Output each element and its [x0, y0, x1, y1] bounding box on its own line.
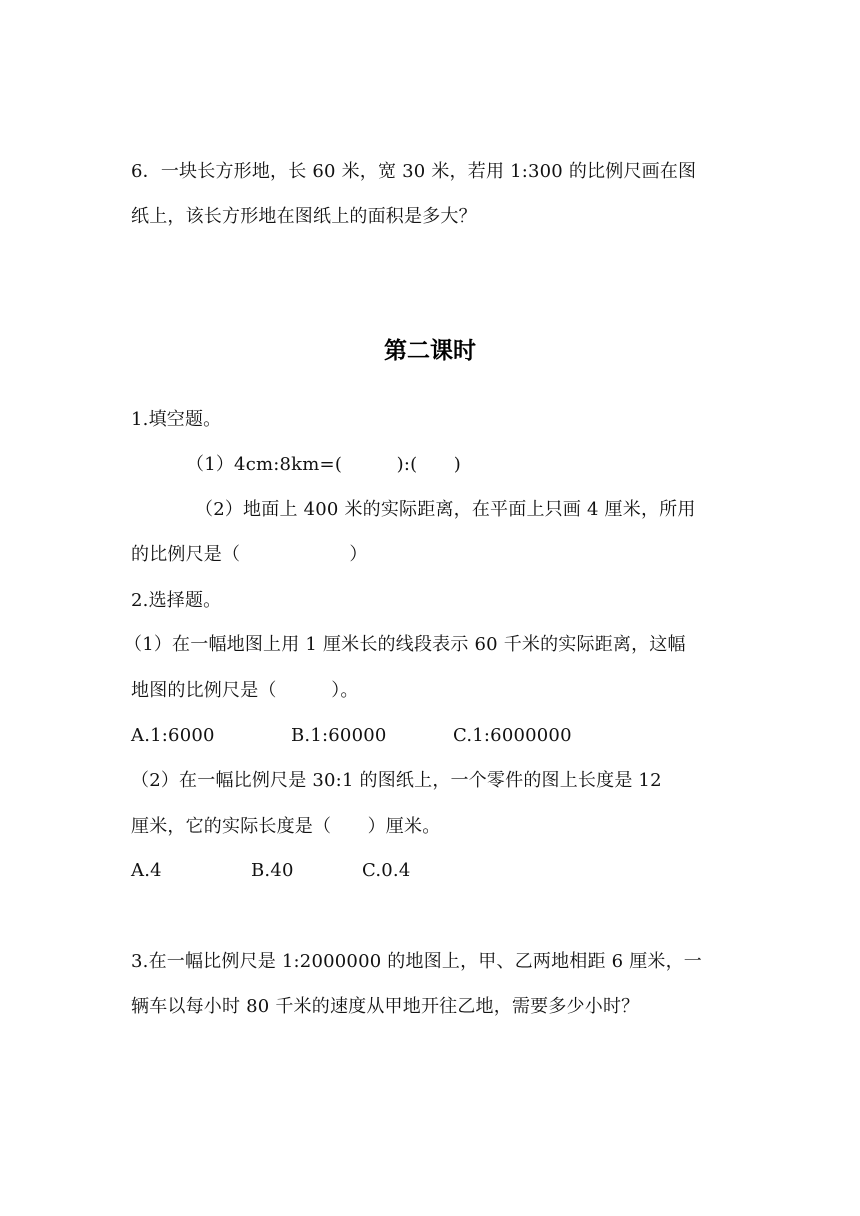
choice-item-2-option-a: A.4 — [131, 860, 162, 881]
section-title: 第二课时 — [384, 338, 476, 364]
choice-item-1-option-b: B.1:60000 — [291, 725, 387, 746]
choice-item-2-option-c: C.0.4 — [362, 860, 411, 881]
choice-item-1-line-2: 地图的比例尺是（ ）。 — [131, 680, 359, 701]
fill-blank-item-2-line-2: 的比例尺是（ ） — [131, 544, 368, 565]
fill-blank-heading: 1.填空题。 — [131, 409, 222, 430]
choice-heading: 2.选择题。 — [131, 590, 222, 611]
choice-item-2-option-b: B.40 — [251, 860, 294, 881]
choice-item-2-line-1: （2）在一幅比例尺是 30:1 的图纸上，一个零件的图上长度是 12 — [131, 770, 662, 791]
question-6-line-1: 6．一块长方形地，长 60 米，宽 30 米，若用 1:300 的比例尺画在图 — [131, 161, 697, 182]
question-3-line-1: 3.在一幅比例尺是 1:2000000 的地图上，甲、乙两地相距 6 厘米，一 — [131, 951, 702, 972]
question-6-line-2: 纸上，该长方形地在图纸上的面积是多大？ — [131, 206, 477, 227]
fill-blank-item-2-line-1: （2）地面上 400 米的实际距离，在平面上只画 4 厘米，所用 — [195, 499, 696, 520]
question-3-line-2: 辆车以每小时 80 千米的速度从甲地开往乙地，需要多少小时？ — [131, 996, 640, 1017]
choice-item-1-option-a: A.1:6000 — [131, 725, 215, 746]
choice-item-1-line-1: （1）在一幅地图上用 1 厘米长的线段表示 60 千米的实际距离，这幅 — [124, 634, 686, 655]
fill-blank-item-1: （1）4cm:8km=( ):( ) — [186, 454, 461, 475]
choice-item-2-line-2: 厘米，它的实际长度是（ ）厘米。 — [131, 816, 441, 837]
choice-item-1-option-c: C.1:6000000 — [453, 725, 572, 746]
